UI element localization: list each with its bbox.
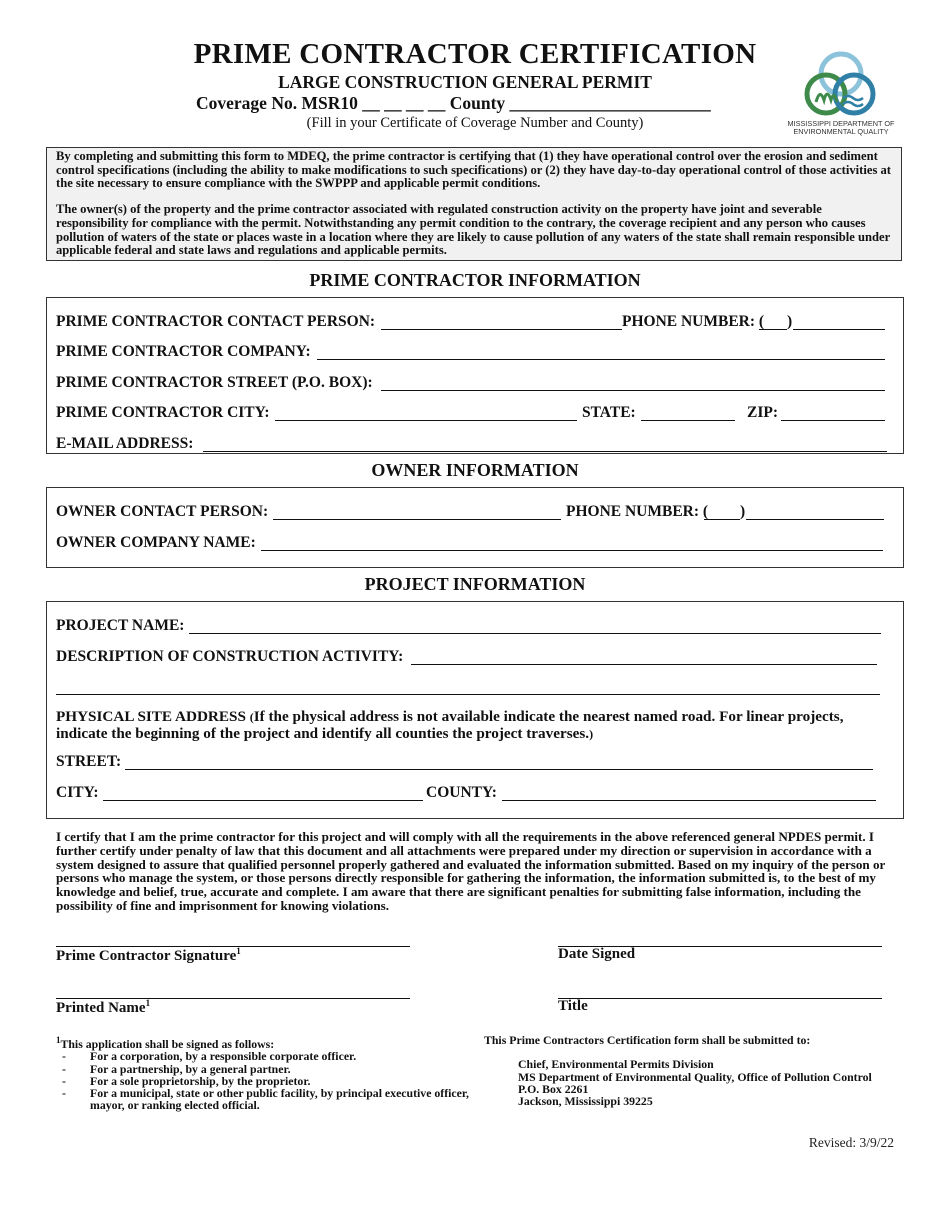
footnote-item: - For a corporation, by a responsible corporate officer. xyxy=(62,1049,357,1064)
owner-phone-area-field[interactable] xyxy=(704,519,740,520)
pc-phone-close: ) xyxy=(787,313,793,330)
owner-heading: OWNER INFORMATION xyxy=(371,460,579,480)
form-subtitle: LARGE CONSTRUCTION GENERAL PERMIT xyxy=(278,72,652,92)
pc-state-label: STATE: xyxy=(582,404,636,421)
pc-company-field[interactable] xyxy=(317,359,885,360)
coverage-number-line[interactable]: Coverage No. MSR10 __ __ __ __ County _______________________ xyxy=(196,93,711,113)
owner-contact-person-label: OWNER CONTACT PERSON: xyxy=(56,503,269,520)
title-label: Title xyxy=(558,998,588,1014)
pc-phone-area-field[interactable] xyxy=(759,329,787,330)
intro-paragraph-1: By completing and submitting this form to MDEQ, the prime contractor is certifying that (1) they have operational control over the erosion and sediment control specifications (including the ability to make modifications to such specifications) or (2) they have day-to-day operational control of those activities at the site necessary to ensure compliance with the SWPPP and applicable permit conditions. xyxy=(56,149,891,191)
site-street-label: STREET: xyxy=(56,753,122,770)
pc-street-field[interactable] xyxy=(381,390,885,391)
signature-label: Prime Contractor Signature$^1$ xyxy=(56,946,241,964)
revision-date: Revised: 3/9/22 xyxy=(808,1135,894,1150)
address-line: MS Department of Environmental Quality, Office of Pollution Control xyxy=(518,1069,872,1084)
owner-box xyxy=(46,487,904,568)
construction-activity-field-line-2[interactable] xyxy=(56,694,880,695)
project-heading: PROJECT INFORMATION xyxy=(364,574,586,594)
footnote-item: - For a sole proprietorship, by the proprietor. xyxy=(62,1073,311,1088)
form-title: PRIME CONTRACTOR CERTIFICATION xyxy=(193,38,757,70)
pc-zip-label: ZIP: xyxy=(747,404,778,421)
prime-contractor-heading: PRIME CONTRACTOR INFORMATION xyxy=(309,270,641,290)
pc-phone-field[interactable] xyxy=(793,329,885,330)
mailing-address xyxy=(484,1058,904,1107)
logo-caption: MISSISSIPPI DEPARTMENT OF ENVIRONMENTAL QUALITY xyxy=(787,119,895,136)
owner-phone-label: PHONE NUMBER: ( xyxy=(566,503,709,520)
title-field[interactable] xyxy=(558,998,882,999)
pc-contact-person-label: PRIME CONTRACTOR CONTACT PERSON: xyxy=(56,313,376,330)
pc-phone-label: PHONE NUMBER: ( xyxy=(622,313,765,330)
construction-activity-label: DESCRIPTION OF CONSTRUCTION ACTIVITY: xyxy=(56,648,404,665)
site-address-label: PHYSICAL SITE ADDRESS xyxy=(56,708,246,725)
pc-zip-field[interactable] xyxy=(781,420,885,421)
project-name-field[interactable] xyxy=(189,633,881,634)
owner-company-field[interactable] xyxy=(261,550,883,551)
pc-email-field[interactable] xyxy=(203,451,887,452)
site-address-note: If the physical address is not available indicate the nearest named road. For linear projects, indicate the beginning of the project and identify all counties the project traverses. xyxy=(56,708,844,742)
owner-company-label: OWNER COMPANY NAME: xyxy=(56,534,256,551)
site-address-instructions: PHYSICAL SITE ADDRESS (If the physical address is not available indicate the nearest named road. For linear projects, indicate the beginning of the project and identify all counties the project traverses.) xyxy=(56,708,844,742)
pc-city-label: PRIME CONTRACTOR CITY: xyxy=(56,404,270,421)
submission-address-block xyxy=(484,1034,904,1107)
prime-contractor-box xyxy=(46,297,904,454)
certification-statement: I certify that I am the prime contractor for this project and will comply with all the requirements in the above referenced general NPDES permit. I further certify under penalty of law that this document and all attachments were prepared under my direction or supervision in accordance with a system designed to assure that qualified personnel properly gathered and evaluated the information submitted. Based on my inquiry of the person or persons who manage the system, or those persons directly responsible for gathering the information, the information submitted is, to the best of my knowledge and belief, true, accurate and complete. I am aware that there are significant penalties for submitting false information, including the possibility of fine and imprisonment for knowing violations. xyxy=(56,829,886,913)
submit-to-intro: This Prime Contractors Certification form shall be submitted to: xyxy=(484,1033,811,1047)
pc-company-label: PRIME CONTRACTOR COMPANY: xyxy=(56,343,311,360)
pc-contact-person-field[interactable] xyxy=(381,329,622,330)
owner-phone-field[interactable] xyxy=(746,519,884,520)
owner-phone-close: ) xyxy=(740,503,746,520)
signatory-footnote xyxy=(56,1034,476,1112)
pc-state-field[interactable] xyxy=(641,420,735,421)
owner-contact-person-field[interactable] xyxy=(273,519,561,520)
footnote-intro: $^1$This application shall be signed as follows: xyxy=(56,1035,275,1051)
site-county-field[interactable] xyxy=(502,800,876,801)
site-county-label: COUNTY: xyxy=(426,784,497,801)
pc-street-label: PRIME CONTRACTOR STREET (P.O. BOX): xyxy=(56,374,373,391)
address-line: Jackson, Mississippi 39225 xyxy=(518,1094,653,1109)
printed-name-label: Printed Name$^1$ xyxy=(56,998,151,1016)
intro-statement-box xyxy=(46,147,902,261)
footnote-item: - For a municipal, state or other public facility, by principal executive officer, mayor, or ranking elected official. xyxy=(62,1086,469,1113)
address-line: P.O. Box 2261 xyxy=(518,1081,589,1096)
date-signed-label: Date Signed xyxy=(558,946,636,962)
pc-city-field[interactable] xyxy=(275,420,577,421)
construction-activity-field[interactable] xyxy=(411,664,877,665)
footnote-item: - For a partnership, by a general partner. xyxy=(62,1061,291,1076)
intro-paragraph-2: The owner(s) of the property and the prime contractor associated with regulated construction activity on the property have joint and severable responsibility for compliance with the permit. Notwithstanding any permit condition to the contrary, the coverage recipient and any person who causes pollution of waters of the state or places waste in a location where they are likely to cause pollution of any waters of the state shall remain responsible under applicable federal and state laws and regulations and applicable permits. xyxy=(56,202,890,258)
site-city-field[interactable] xyxy=(103,800,423,801)
site-city-label: CITY: xyxy=(56,784,99,801)
project-name-label: PROJECT NAME: xyxy=(56,617,185,634)
address-line: Chief, Environmental Permits Division xyxy=(518,1057,714,1072)
site-street-field[interactable] xyxy=(125,769,873,770)
project-box xyxy=(46,601,904,819)
fill-in-note: (Fill in your Certificate of Coverage Number and County) xyxy=(306,115,644,131)
pc-email-label: E-MAIL ADDRESS: xyxy=(56,435,194,452)
